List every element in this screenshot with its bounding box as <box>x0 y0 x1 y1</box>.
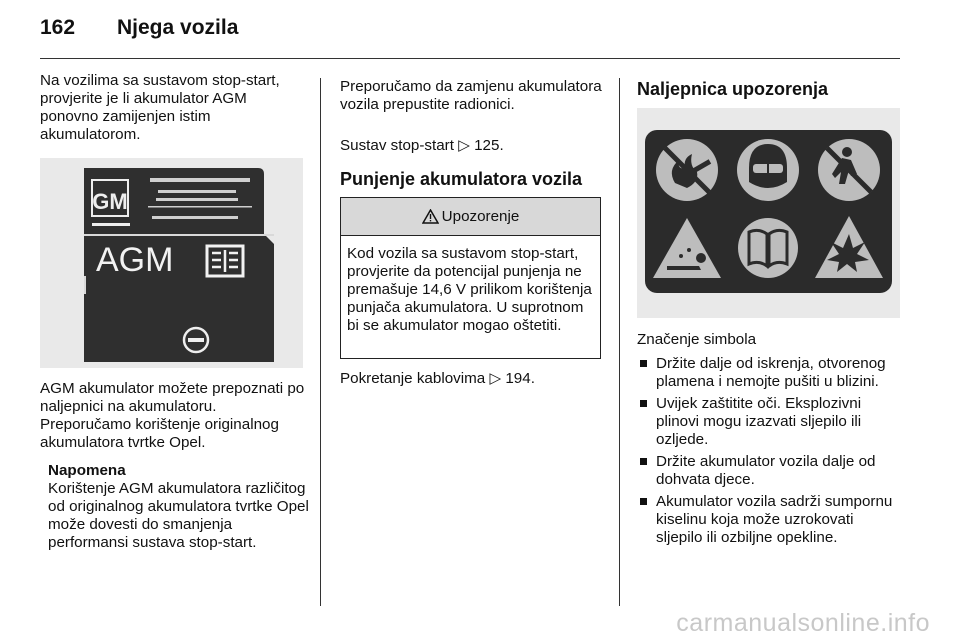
warning-body: Kod vozila sa sustavom stop-start, provjerite da potencijal punjenja ne premašuje 14,6 V prilikom korištenja punjača akumulatora. U suprotnom bi se akumulator mogao oštetiti. <box>347 245 592 334</box>
warning-label-image <box>637 108 900 318</box>
list-item: Akumulator vozila sadrži sumpornu kiselinu koja može uzrokovati sljepilo ili ozbiljne opekline. <box>640 493 902 547</box>
column-divider <box>619 78 620 606</box>
list-item: Držite dalje od iskrenja, otvorenog plamena i nemojte pušiti u blizini. <box>640 355 902 391</box>
charging-section-heading: Punjenje akumulatora vozila <box>340 169 583 189</box>
reference-text: Sustav stop-start <box>340 137 454 154</box>
watermark: carmanualsonline.info <box>676 609 930 637</box>
warning-box <box>340 197 601 359</box>
eye-protection-icon <box>737 139 799 201</box>
warning-triangle-icon <box>422 209 439 224</box>
note-body: Korištenje AGM akumulatora različitog od originalnog akumulatora tvrtke Opel može dovesti do smanjenja performansi sustava stop-start. <box>48 480 309 551</box>
warning-header <box>341 198 600 236</box>
warning-title: Upozorenje <box>441 208 520 225</box>
no-fire-no-smoking-icon <box>656 139 718 201</box>
note-block <box>48 462 310 552</box>
gm-logo-text: GM <box>92 189 128 214</box>
header-rule <box>40 58 900 59</box>
reference-page: 125. <box>474 137 504 154</box>
read-manual-icon <box>738 218 798 278</box>
agm-identify-paragraph: AGM akumulator možete prepoznati po naljepnici na akumulatoru. Preporučamo korištenje originalnog akumulatora tvrtke Opel. <box>40 380 305 451</box>
agm-label-image <box>40 158 303 368</box>
intro-paragraph: Na vozilima sa sustavom stop-start, provjerite je li akumulator AGM ponovno zamijenjen istim akumulatorom. <box>40 72 280 143</box>
symbols-title: Značenje simbola <box>637 331 757 348</box>
page-reference-arrow-icon: ▷ <box>458 137 470 154</box>
agm-badge-text: AGM <box>96 241 174 279</box>
workshop-paragraph: Preporučamo da zamjenu akumulatora vozila prepustite radionici. <box>340 78 602 113</box>
page-title: Njega vozila <box>117 16 239 39</box>
column-divider <box>320 78 321 606</box>
note-title: Napomena <box>48 462 126 479</box>
stop-start-reference <box>340 137 605 155</box>
list-item: Uvijek zaštitite oči. Eksplozivni plinovi mogu izazvati sljepilo ili ozljede. <box>640 395 902 449</box>
list-item: Držite akumulator vozila dalje od dohvata djece. <box>640 453 902 489</box>
reference-text: Pokretanje kablovima <box>340 370 486 387</box>
symbols-list <box>640 355 902 551</box>
agm-label-illustration <box>40 158 303 368</box>
page-number: 162 <box>40 16 76 39</box>
keep-away-from-children-icon <box>818 139 880 201</box>
warning-label-heading: Naljepnica upozorenja <box>637 79 829 99</box>
page-reference-arrow-icon: ▷ <box>489 370 502 387</box>
jump-start-reference <box>340 370 605 388</box>
reference-page: 194. <box>505 370 535 387</box>
